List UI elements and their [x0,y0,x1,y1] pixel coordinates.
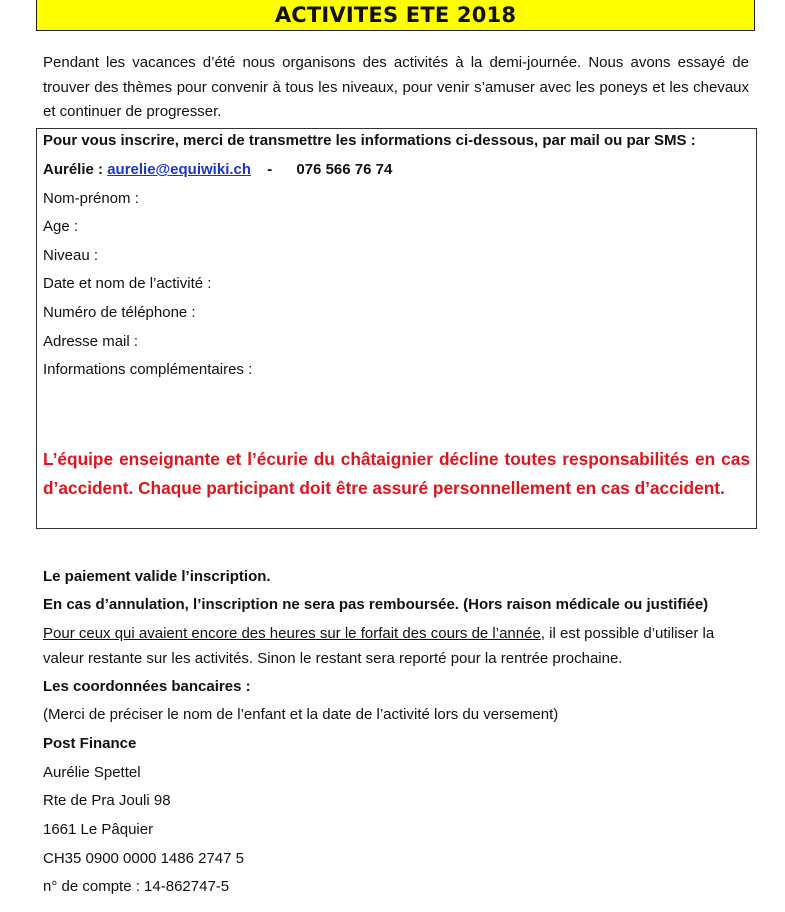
iban: CH35 0900 0000 1486 2747 5 [43,850,245,867]
bank-name: Post Finance [43,735,137,752]
page-title: ACTIVITES ETE 2018 [274,3,517,27]
registration-instructions: Pour vous inscrire, merci de transmettre les informations ci-dessous, par mail ou par SMS : [43,132,696,149]
bank-heading: Les coordonnées bancaires : [43,678,251,695]
payment-valid: Le paiement valide l’inscription. [43,568,271,585]
cancellation-policy: En cas d’annulation, l’inscription ne sera pas remboursée. (Hors raison médicale ou justifiée) [43,596,709,613]
remaining-hours-paragraph [43,622,753,672]
field-email: Adresse mail : [43,333,139,350]
account-number: n° de compte : 14-862747-5 [43,878,230,895]
field-age: Age : [43,218,79,235]
contact-phone: 076 566 76 74 [296,161,393,178]
field-name: Nom-prénom : [43,190,139,207]
remaining-hours-text: , il est possible d’utiliser la valeur restante sur les activités. Sinon le restant sera reporté pour la rentrée prochaine. [43,625,715,667]
contact-email-link[interactable]: aurelie@equiwiki.ch [107,161,252,178]
account-holder: Aurélie Spettel [43,764,141,781]
address-street: Rte de Pra Jouli 98 [43,792,171,809]
contact-name: Aurélie : [43,161,104,178]
address-city: 1661 Le Pâquier [43,821,154,838]
field-info: Informations complémentaires : [43,361,253,378]
field-phone: Numéro de téléphone : [43,304,196,321]
bank-note: (Merci de préciser le nom de l’enfant et la date de l’activité lors du versement) [43,706,559,723]
field-level: Niveau : [43,247,99,264]
contact-separator: - [267,161,273,178]
liability-warning: L’équipe enseignante et l’écurie du châtaignier décline toutes responsabilités en cas d’accident. Chaque participant doit être assuré personnellement en cas d’accident. [43,449,750,498]
field-activity: Date et nom de l’activité : [43,275,212,292]
intro-paragraph: Pendant les vacances d’été nous organisons des activités à la demi-journée. Nous avons essayé de trouver des thèmes pour convenir à tous les niveaux, pour venir s’amuser avec les poneys et les chevaux et continuer de progresser. [43,54,749,121]
remaining-hours-condition: Pour ceux qui avaient encore des heures sur le forfait des cours de l’année [43,625,541,642]
contact-line [43,160,392,180]
title-banner [36,0,755,31]
